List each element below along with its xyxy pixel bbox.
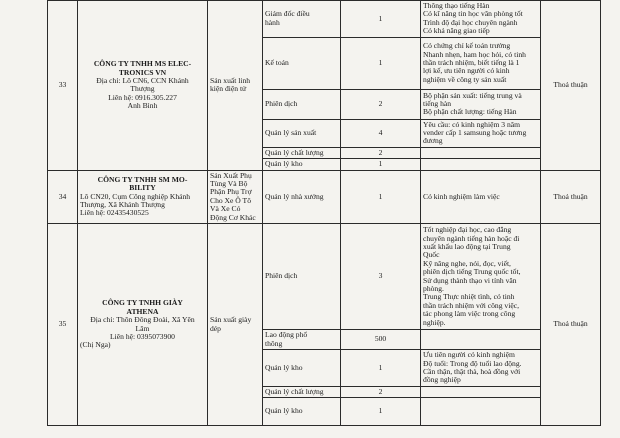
requirement-line: Yêu cầu: có kinh nghiệm 3 năm <box>423 119 521 129</box>
requirement-line: tác phong làm việc trong công <box>423 309 516 319</box>
position-title: Phiên dịch <box>263 89 341 119</box>
requirement-line: vender cấp 1 samsung hoặc tương <box>423 128 527 138</box>
requirement-line: lợi kế, ưu tiên người có kinh <box>423 66 510 76</box>
requirement-line: tiếng hàn <box>423 98 452 108</box>
position-title: Quản lý kho <box>263 350 341 387</box>
position-requirements <box>421 37 541 89</box>
requirement-line: Thông thạo tiếng Hàn <box>423 1 490 10</box>
row-number: 34 <box>48 170 78 223</box>
company-name: CÔNG TY TNHH GIÀY ATHENA <box>102 298 183 316</box>
position-quantity: 1 <box>341 398 421 426</box>
requirement-line: Có chứng chỉ kế toán trưởng <box>423 41 511 51</box>
company-name: CÔNG TY TNHH MS ELEC- TRONICS VN <box>93 59 192 77</box>
requirement-line: Trình độ đại học chuyên ngành <box>423 17 518 27</box>
salary-cell: Thoả thuận <box>541 170 601 223</box>
position-quantity: 1 <box>341 159 421 170</box>
requirement-line: đồng nghiệp <box>423 375 461 385</box>
company-phone: Liên hệ: 0916.305.227 <box>108 92 177 102</box>
company-address: Địa chỉ: Lô CN6, CCN Khánh Thượng <box>96 75 189 94</box>
requirement-line: Sử dụng thành thạo vi tính văn <box>423 275 517 285</box>
position-requirements <box>421 170 541 223</box>
position-requirements <box>421 119 541 147</box>
position-title: Quản lý kho <box>263 398 341 426</box>
position-requirements <box>421 224 541 330</box>
company-contact: Anh Bình <box>127 101 158 111</box>
position-requirements <box>421 159 541 170</box>
company-cell <box>78 1 208 171</box>
table-row <box>48 1 601 38</box>
position-title: Quản lý nhà xưởng <box>263 170 341 223</box>
company-cell <box>78 224 208 426</box>
company-name: CÔNG TY TNHH SM MO- BILITY <box>97 174 188 193</box>
position-requirements <box>421 386 541 397</box>
requirement-line: Quốc <box>423 250 440 260</box>
position-quantity: 500 <box>341 330 421 350</box>
requirement-line: Bộ phận chất lượng: tiếng Hàn <box>423 107 517 117</box>
position-requirements <box>421 1 541 38</box>
company-phone: Liên hệ: 0395073900 <box>110 332 175 342</box>
requirement-line: Nhanh nhẹn, ham học hỏi, có tinh <box>423 49 526 59</box>
position-requirements <box>421 350 541 387</box>
row-number: 35 <box>48 224 78 426</box>
position-quantity: 2 <box>341 147 421 158</box>
requirement-line: nghiệp. <box>423 317 446 327</box>
recruitment-table <box>47 0 601 426</box>
requirement-line: đương <box>423 136 443 146</box>
position-title: Quản lý sản xuất <box>263 119 341 147</box>
position-title: Giám đốc điều hành <box>263 1 341 38</box>
industry-cell: Sản xuất linh kiện điện tử <box>208 1 263 171</box>
industry-cell: Sản Xuất Phụ Tùng Và Bộ Phận Phụ Trợ Cho Xe Ô Tô Và Xe Có Động Cơ Khác <box>208 170 263 223</box>
position-quantity: 1 <box>341 170 421 223</box>
position-requirements <box>421 147 541 158</box>
salary-cell: Thoả thuận <box>541 1 601 171</box>
row-number: 33 <box>48 1 78 171</box>
company-address: Địa chỉ: Thôn Đông Đoài, Xã Yên Lâm <box>90 315 195 333</box>
position-quantity: 2 <box>341 89 421 119</box>
position-quantity: 4 <box>341 119 421 147</box>
position-title: Phiên dịch <box>263 224 341 330</box>
position-quantity: 1 <box>341 37 421 89</box>
requirement-line: Trung Thực nhiệt tình, có tinh <box>423 292 515 302</box>
table-row <box>48 170 601 223</box>
position-title: Lao động phổ thông <box>263 330 341 350</box>
requirement-line: Tốt nghiệp đại học, cao đẳng <box>423 225 512 235</box>
requirement-line: Cần thận, thật thà, hoà đồng với <box>423 366 521 376</box>
company-contact: (Chị Nga) <box>80 340 111 350</box>
requirement-line: Ưu tiên người có kinh nghiệm <box>423 350 515 360</box>
position-requirements <box>421 89 541 119</box>
requirement-line: Có kĩ năng tin học văn phòng tốt <box>423 9 523 19</box>
requirement-line: nghiệm về công ty sản xuất <box>423 74 507 84</box>
company-cell <box>78 170 208 223</box>
position-requirements <box>421 330 541 350</box>
position-title: Kế toán <box>263 37 341 89</box>
requirement-line: phiên dịch tiếng Trung quốc tốt, <box>423 267 521 277</box>
position-title: Quản lý kho <box>263 159 341 170</box>
requirement-line: Có khả năng giao tiếp <box>423 26 490 36</box>
industry-cell: Sản xuất giày dép <box>208 224 263 426</box>
position-quantity: 2 <box>341 386 421 397</box>
requirement-line: Có kinh nghiệm làm việc <box>423 191 500 201</box>
salary-cell: Thoả thuận <box>541 224 601 426</box>
table-row <box>48 224 601 330</box>
position-quantity: 3 <box>341 224 421 330</box>
position-quantity: 1 <box>341 350 421 387</box>
position-quantity: 1 <box>341 1 421 38</box>
position-requirements <box>421 398 541 426</box>
requirement-line: chuyên ngành tiếng hàn hoặc đi <box>423 233 520 243</box>
company-phone: Liên hệ: 02435430525 <box>80 208 149 218</box>
requirement-line: phòng. <box>423 284 444 293</box>
company-address: Lô CN20, Cụm Công nghiệp Khánh Thượng, Xã Khánh Thượng <box>80 191 191 210</box>
requirement-line: thần trách nhiệm với công việc, <box>423 300 519 310</box>
position-title: Quản lý chất lượng <box>263 386 341 397</box>
requirement-line: Bộ phận sản xuất: tiếng trung và <box>423 90 522 100</box>
requirement-line: Độ tuổi: Trong độ tuổi lao động. <box>423 358 522 368</box>
position-title: Quản lý chất lượng <box>263 147 341 158</box>
requirement-line: Kỹ năng nghe, nói, đọc, viết, <box>423 258 511 268</box>
requirement-line: xuất khẩu lao động tại Trung <box>423 241 511 251</box>
requirement-line: thần trách nhiệm, biết tiếng là 1 <box>423 57 520 67</box>
